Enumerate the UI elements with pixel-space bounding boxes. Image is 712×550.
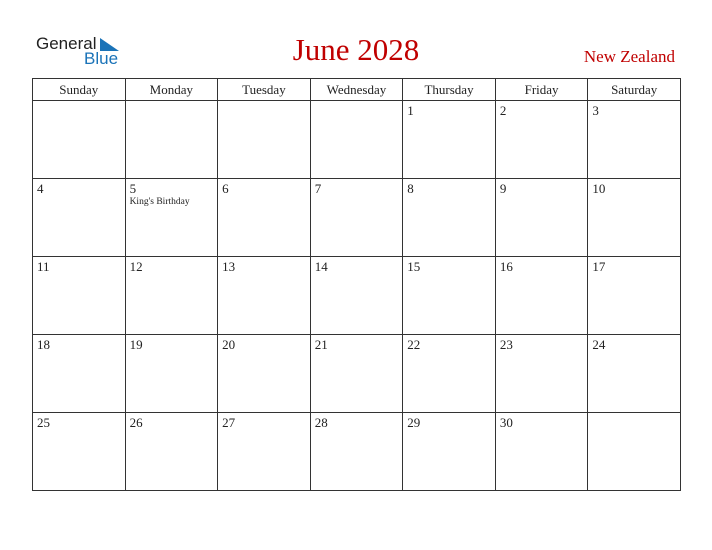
day-cell	[588, 257, 681, 335]
week-row-1	[33, 101, 681, 179]
day-number	[218, 101, 310, 104]
day-number: 15	[407, 259, 421, 274]
day-number: 4	[37, 181, 44, 196]
week-row-4	[33, 335, 681, 413]
day-number: 25	[37, 415, 50, 430]
day-cell	[495, 335, 588, 413]
day-cell	[588, 335, 681, 413]
day-number	[311, 101, 403, 104]
day-number: 29	[407, 415, 421, 430]
day-number: 7	[314, 181, 322, 196]
day-cell	[218, 179, 311, 257]
day-number: 11	[37, 259, 50, 274]
day-number: 21	[314, 337, 328, 352]
day-cell	[33, 179, 126, 257]
logo-word-general: General	[36, 34, 97, 53]
day-number: 10	[592, 181, 606, 196]
weekday-tuesday: Tuesday	[218, 79, 311, 101]
weekday-thursday: Thursday	[403, 79, 496, 101]
day-cell	[125, 101, 218, 179]
day-cell	[310, 101, 403, 179]
day-number: 18	[37, 337, 50, 352]
day-cell	[33, 101, 126, 179]
calendar-grid	[32, 78, 681, 491]
day-number	[33, 101, 125, 104]
week-row-2	[33, 179, 681, 257]
day-number: 19	[129, 337, 143, 352]
day-number: 22	[407, 337, 421, 352]
weekday-wednesday: Wednesday	[310, 79, 403, 101]
day-number: 17	[592, 259, 606, 274]
weekday-monday: Monday	[125, 79, 218, 101]
day-cell	[588, 413, 681, 491]
day-cell	[125, 413, 218, 491]
day-number: 8	[407, 181, 414, 196]
day-number: 14	[314, 259, 328, 274]
day-cell	[495, 257, 588, 335]
day-cell	[495, 413, 588, 491]
week-row-5	[33, 413, 681, 491]
day-cell	[495, 179, 588, 257]
day-number: 9	[499, 181, 507, 196]
country-label: New Zealand	[583, 47, 675, 66]
day-cell	[125, 335, 218, 413]
weekday-friday: Friday	[495, 79, 588, 101]
day-cell	[33, 257, 126, 335]
day-number: 27	[222, 415, 236, 430]
day-number: 30	[499, 415, 513, 430]
holiday-label: King's Birthday	[129, 197, 190, 207]
day-cell	[588, 179, 681, 257]
week-row-3	[33, 257, 681, 335]
day-cell	[33, 413, 126, 491]
day-number: 24	[592, 337, 606, 352]
day-number: 5	[129, 181, 137, 196]
weekday-saturday: Saturday	[588, 79, 681, 101]
day-number: 13	[222, 259, 236, 274]
day-cell	[495, 101, 588, 179]
day-cell	[33, 335, 126, 413]
day-cell	[218, 413, 311, 491]
day-cell	[403, 335, 496, 413]
day-cell	[403, 179, 496, 257]
day-cell	[218, 257, 311, 335]
day-cell	[310, 335, 403, 413]
day-number: 3	[592, 103, 599, 118]
day-cell	[403, 257, 496, 335]
weekday-header-row	[33, 79, 681, 101]
day-number: 12	[129, 259, 143, 274]
day-number	[126, 101, 218, 104]
day-cell	[218, 101, 311, 179]
day-number	[588, 413, 680, 416]
page-title: June 2028	[292, 32, 420, 67]
day-number: 2	[499, 103, 507, 118]
weekday-sunday: Sunday	[33, 79, 126, 101]
day-cell	[403, 413, 496, 491]
day-cell	[310, 413, 403, 491]
day-number: 23	[499, 337, 513, 352]
day-cell	[218, 335, 311, 413]
day-number: 16	[499, 259, 513, 274]
day-cell	[310, 257, 403, 335]
day-cell	[310, 179, 403, 257]
day-number: 20	[222, 337, 236, 352]
day-cell	[125, 257, 218, 335]
day-number: 1	[407, 103, 414, 118]
day-number: 6	[222, 181, 229, 196]
day-number: 26	[129, 415, 143, 430]
day-cell	[125, 179, 218, 257]
day-cell	[403, 101, 496, 179]
day-number: 28	[314, 415, 328, 430]
logo-word-blue: Blue	[84, 49, 119, 68]
day-cell	[588, 101, 681, 179]
